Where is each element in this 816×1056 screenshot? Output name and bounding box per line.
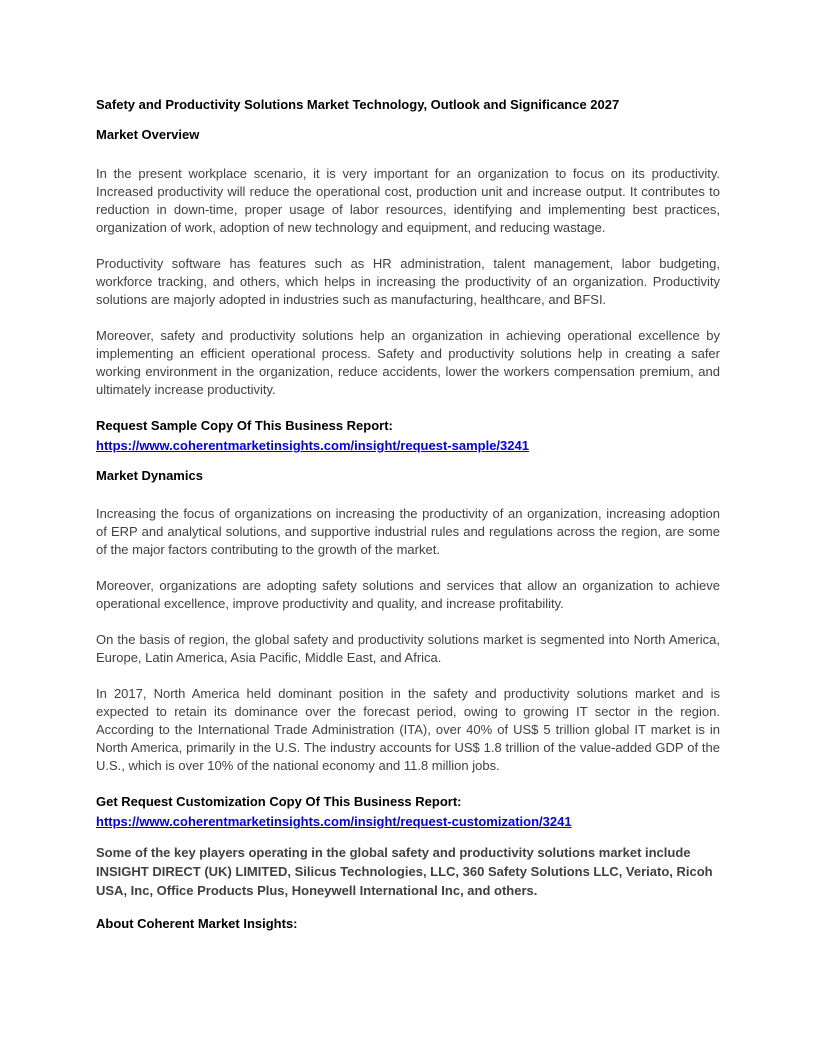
market-overview-heading: Market Overview — [96, 127, 200, 142]
request-customization-label: Get Request Customization Copy Of This Business Report: — [96, 794, 462, 809]
request-sample-link[interactable]: https://www.coherentmarketinsights.com/insight/request-sample/3241 — [96, 438, 529, 453]
request-sample-link-row — [96, 437, 720, 455]
request-sample-label: Request Sample Copy Of This Business Report: — [96, 418, 393, 433]
overview-paragraph-3: Moreover, safety and productivity solutions help an organization in achieving operational excellence by implementing an efficient operational process. Safety and productivity solutions help in creating a safer working environment in the organization, reduce accidents, lower the workers compensation premium, and ultimately increase productivity. — [96, 328, 720, 397]
about-heading: About Coherent Market Insights: — [96, 916, 298, 931]
request-customization-link-row — [96, 813, 720, 831]
dynamics-paragraph-2: Moreover, organizations are adopting safety solutions and services that allow an organization to achieve operational excellence, improve productivity and quality, and increase profitability. — [96, 578, 720, 611]
key-players-paragraph: Some of the key players operating in the global safety and productivity solutions market include INSIGHT DIRECT (UK) LIMITED, Silicus Technologies, LLC, 360 Safety Solutions LLC, Veriato, Ricoh USA, Inc, Office Products Plus, Honeywell International Inc, and others. — [96, 845, 713, 898]
market-dynamics-heading: Market Dynamics — [96, 468, 203, 483]
dynamics-paragraph-3: On the basis of region, the global safety and productivity solutions market is segmented into North America, Europe, Latin America, Asia Pacific, Middle East, and Africa. — [96, 632, 720, 665]
dynamics-paragraph-1: Increasing the focus of organizations on increasing the productivity of an organization, increasing adoption of ERP and analytical solutions, and supportive industrial rules and regulations across the region, are some of the major factors contributing to the growth of the market. — [96, 506, 720, 557]
document-title: Safety and Productivity Solutions Market Technology, Outlook and Significance 2027 — [96, 97, 620, 112]
overview-paragraph-2: Productivity software has features such as HR administration, talent management, labor budgeting, workforce tracking, and others, which helps in increasing the productivity of an organization. Productivity solutions are majorly adopted in industries such as manufacturing, healthcare, and BFSI. — [96, 256, 720, 307]
request-customization-link[interactable]: https://www.coherentmarketinsights.com/insight/request-customization/3241 — [96, 814, 572, 829]
dynamics-paragraph-4: In 2017, North America held dominant position in the safety and productivity solutions market and is expected to retain its dominance over the forecast period, owing to growing IT sector in the region. According to the International Trade Administration (ITA), over 40% of US$ 5 trillion global IT market is in North America, primarily in the U.S. The industry accounts for US$ 1.8 trillion of the value-added GDP of the U.S., which is over 10% of the national economy and 11.8 million jobs. — [96, 686, 720, 773]
overview-paragraph-1: In the present workplace scenario, it is very important for an organization to focus on its productivity. Increased productivity will reduce the operational cost, production unit and increase output. It contributes to reduction in down-time, proper usage of labor resources, identifying and implementing best practices, organization of work, adoption of new technology and equipment, and reducing wastage. — [96, 166, 720, 235]
